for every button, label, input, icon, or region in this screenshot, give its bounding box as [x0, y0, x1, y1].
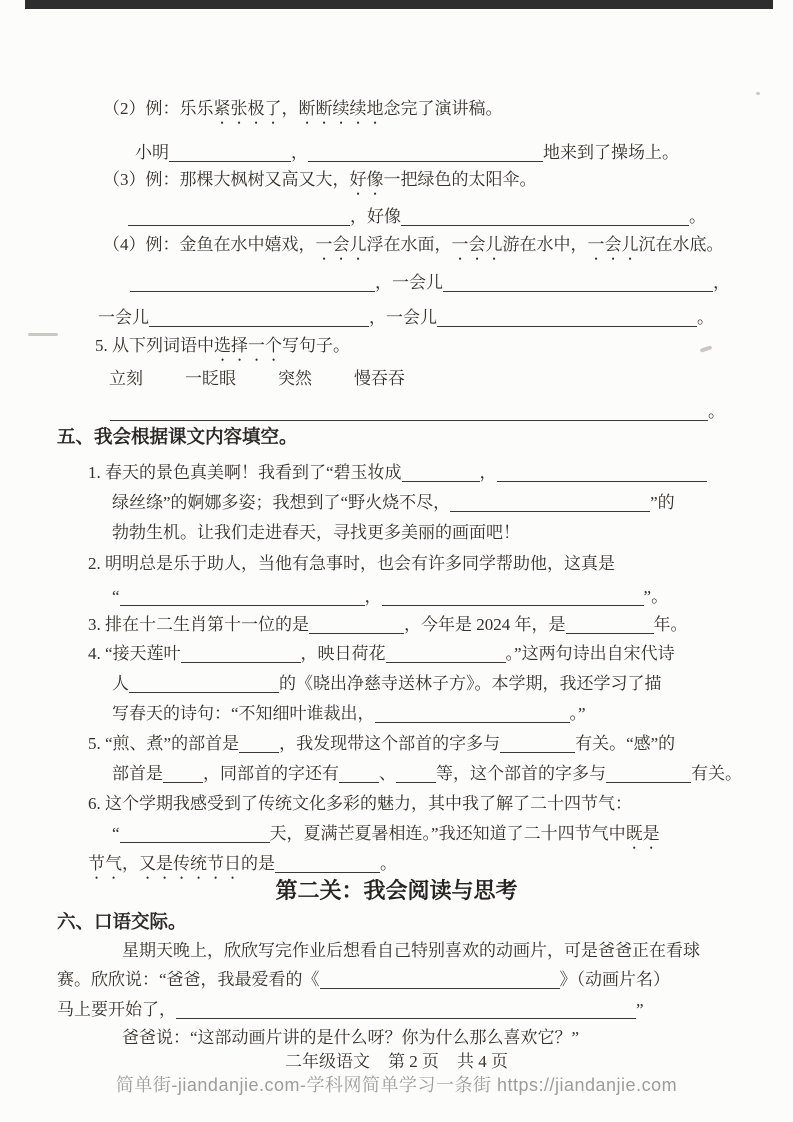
- answer-blank: [120, 591, 365, 606]
- text-segment: 节气: [88, 854, 122, 873]
- s5-q1-line1: [88, 460, 707, 486]
- s6-para-line2: [57, 967, 670, 993]
- text-segment: 突然: [278, 369, 312, 388]
- text-segment: 勃勃生机。让我们走进春天，寻找更多美丽的画面吧！: [112, 523, 520, 542]
- answer-blank: [309, 619, 404, 634]
- answer-blank: [500, 738, 575, 753]
- text-segment: ”: [636, 1000, 644, 1019]
- text-segment: 又是传统节日: [139, 854, 241, 873]
- text-segment: ，我发现带这个部首的字多与: [279, 734, 501, 753]
- answer-blank: [320, 974, 560, 989]
- text-segment: 。: [380, 854, 397, 873]
- s5-q1-line3: [112, 520, 520, 546]
- text-segment: ，映日荷花: [300, 644, 386, 663]
- s4-item3-answer: [128, 204, 706, 230]
- text-segment: ，同部首的字还有: [203, 764, 339, 783]
- text-segment: 。: [697, 308, 714, 327]
- answer-blank: [402, 467, 480, 482]
- text-segment: 天，夏满芒夏暑相连。”我还知道了二十四节气中: [269, 824, 626, 843]
- answer-blank: [566, 619, 654, 634]
- answer-blank: [308, 147, 543, 162]
- text-segment: 部首是: [112, 764, 163, 783]
- text-segment: 一会儿: [98, 308, 149, 327]
- answer-blank: [339, 768, 379, 783]
- text-segment: 写句子。: [282, 336, 350, 355]
- text-segment: 星期天晚上，欣欣写完作业后想看自己特别喜欢的动画片，可是爸爸正在看球: [122, 941, 700, 960]
- answer-blank: [375, 708, 570, 723]
- section-6-heading: [57, 909, 187, 935]
- s4-item4-answer-1: [130, 270, 730, 296]
- text-segment: 一眨眼: [185, 369, 236, 388]
- text-segment: 有关。: [691, 764, 742, 783]
- text-segment: 。”: [569, 704, 586, 723]
- text-segment: ，一会儿: [375, 273, 443, 292]
- text-segment: ”的: [650, 493, 675, 512]
- text-segment: 1. 春天的景色真美啊！我看到了“碧玉妆成: [88, 463, 402, 482]
- footer-page-number: 第 2 页: [388, 1052, 439, 1071]
- word-gap: [236, 383, 278, 384]
- text-segment: ，: [291, 143, 308, 162]
- answer-blank: [130, 277, 375, 292]
- s4-item2-example: [103, 96, 503, 128]
- text-segment: 的是: [241, 854, 275, 873]
- text-segment: ，今年是 2024 年，是: [404, 615, 566, 634]
- s4-item4-answer-2: [98, 305, 714, 331]
- answer-blank: [606, 768, 691, 783]
- text-segment: ，: [281, 99, 299, 118]
- s4-item3-example: [103, 167, 537, 199]
- answer-blank: [110, 406, 708, 421]
- answer-blank: [128, 211, 350, 226]
- s5-q2-line1: [88, 551, 615, 577]
- scan-speck: [700, 345, 713, 353]
- text-segment: 的《晓出净慈寺送林子方》。本学期，我还学习了描: [279, 674, 662, 693]
- text-segment: 人: [112, 674, 129, 693]
- text-segment: 紧张极了: [213, 99, 282, 118]
- answer-blank: [443, 277, 713, 292]
- text-segment: 。: [689, 207, 706, 226]
- answer-blank: [176, 1004, 636, 1019]
- text-segment: 六、口语交际。: [57, 911, 187, 932]
- s5-q4-line1: [88, 641, 675, 667]
- text-segment: 慢吞吞: [354, 369, 405, 388]
- text-segment: 念完了演讲稿。: [383, 99, 503, 118]
- text-segment: ，: [364, 587, 382, 606]
- text-segment: （3）例：那棵大枫树又高又大，: [103, 170, 350, 189]
- text-segment: 绿丝绦”的婀娜多姿；我想到了“野火烧不尽，: [112, 493, 451, 512]
- s4-item4-example: [103, 232, 724, 264]
- answer-blank: [450, 497, 650, 512]
- text-segment: 2. 明明总是乐于助人，当他有急事时，也会有许多同学帮助他，这真是: [88, 554, 615, 573]
- text-segment: 爸爸说：“这部动画片讲的是什么呀？你为什么那么喜欢它？”: [122, 1028, 580, 1047]
- s6-para-line3: [57, 997, 644, 1023]
- answer-blank: [401, 211, 689, 226]
- s5-q5-line1: [88, 731, 675, 757]
- text-segment: “: [112, 824, 120, 843]
- s5-q3: [88, 612, 688, 638]
- text-segment: 年。: [653, 615, 688, 634]
- word-gap: [143, 383, 185, 384]
- text-segment: ，: [713, 273, 730, 292]
- answer-blank: [275, 858, 380, 873]
- text-segment: 。”这两句诗出自宋代诗: [505, 644, 675, 663]
- answer-blank: [386, 648, 506, 663]
- answer-blank: [149, 312, 369, 327]
- text-segment: 马上要开始了，: [57, 1000, 176, 1019]
- s4-item5-answer: [110, 399, 725, 425]
- answer-blank: [120, 828, 270, 843]
- s4-item2-answer: [135, 140, 679, 166]
- word-gap: [312, 383, 354, 384]
- text-segment: 浮在水面，: [366, 235, 452, 254]
- text-segment: 断断续续地: [298, 99, 384, 118]
- text-segment: 等，这个部首的字多与: [436, 764, 606, 783]
- text-segment: ，好像: [350, 207, 401, 226]
- text-segment: ，: [122, 854, 139, 873]
- answer-blank: [169, 147, 291, 162]
- text-segment: “: [112, 587, 120, 606]
- text-segment: 赛。欣欣说：“爸爸，我最爱看的《: [57, 970, 320, 989]
- s5-q4-line3: [112, 701, 586, 727]
- scan-speck: [756, 92, 760, 95]
- s5-q2-line2: [112, 584, 668, 610]
- text-segment: 5. 从下列词语中: [95, 336, 214, 355]
- text-segment: 立刻: [109, 369, 143, 388]
- answer-blank: [382, 591, 644, 606]
- text-segment: 一会儿: [587, 235, 639, 254]
- text-segment: 有关。“感”的: [575, 734, 676, 753]
- text-segment: 5. “煎、煮”的部首是: [88, 734, 240, 753]
- text-segment: 五、我会根据课文内容填空。: [57, 426, 298, 447]
- scan-speck: [28, 333, 58, 336]
- s6-para-line1: [122, 938, 700, 964]
- text-segment: 选择一个: [214, 336, 282, 355]
- answer-blank: [129, 678, 279, 693]
- text-segment: 地来到了操场上。: [543, 143, 679, 162]
- s4-item5-prompt: [95, 333, 350, 365]
- text-segment: 小明: [135, 143, 169, 162]
- text-segment: 第二关：我会阅读与思考: [275, 878, 518, 903]
- s5-q6-line2: [112, 821, 660, 853]
- text-segment: 3. 排在十二生肖第十一位的是: [88, 615, 309, 634]
- answer-blank: [181, 648, 301, 663]
- answer-blank: [497, 467, 707, 482]
- text-segment: 、: [379, 764, 396, 783]
- text-segment: 4. “接天莲叶: [88, 644, 181, 663]
- text-segment: 好像: [349, 170, 384, 189]
- text-segment: 既是: [625, 824, 660, 843]
- text-segment: 沉在水底。: [638, 235, 724, 254]
- s5-q6-line1: [88, 791, 632, 817]
- text-segment: ，一会儿: [369, 308, 437, 327]
- answer-blank: [239, 738, 279, 753]
- text-segment: 游在水中，: [502, 235, 588, 254]
- text-segment: （2）例：乐乐: [103, 99, 214, 118]
- scan-top-edge-bar: [25, 0, 773, 9]
- text-segment: 一会儿: [315, 235, 367, 254]
- part-2-heading: [0, 876, 793, 906]
- s5-q1-line2: [112, 490, 675, 516]
- section-5-heading: [57, 424, 298, 450]
- text-segment: 6. 这个学期我感受到了传统文化多彩的魅力，其中我了解了二十四节气：: [88, 794, 632, 813]
- text-segment: 》（动画片名）: [559, 970, 671, 989]
- site-watermark: 简单街-jiandanjie.com-学科网简单学习一条街 https://jiandanjie.com: [115, 1075, 678, 1095]
- text-segment: 一会儿: [451, 235, 503, 254]
- text-segment: ，: [479, 463, 497, 482]
- text-segment: ”。: [643, 587, 669, 606]
- text-segment: （4）例：金鱼在水中嬉戏，: [103, 235, 316, 254]
- text-segment: 一把绿色的太阳伞。: [383, 170, 537, 189]
- footer-page-total: 共 4 页: [457, 1052, 508, 1071]
- answer-blank: [163, 768, 203, 783]
- s5-q4-line2: [112, 671, 662, 697]
- s6-para-line4: [122, 1025, 579, 1051]
- text-segment: 。: [708, 402, 725, 421]
- footer-course-label: 二年级语文: [285, 1052, 370, 1071]
- answer-blank: [396, 768, 436, 783]
- s4-item5-word-bank: [109, 366, 405, 392]
- text-segment: 写春天的诗句：“不知细叶谁裁出，: [112, 704, 375, 723]
- s5-q5-line2: [112, 761, 742, 787]
- answer-blank: [437, 312, 697, 327]
